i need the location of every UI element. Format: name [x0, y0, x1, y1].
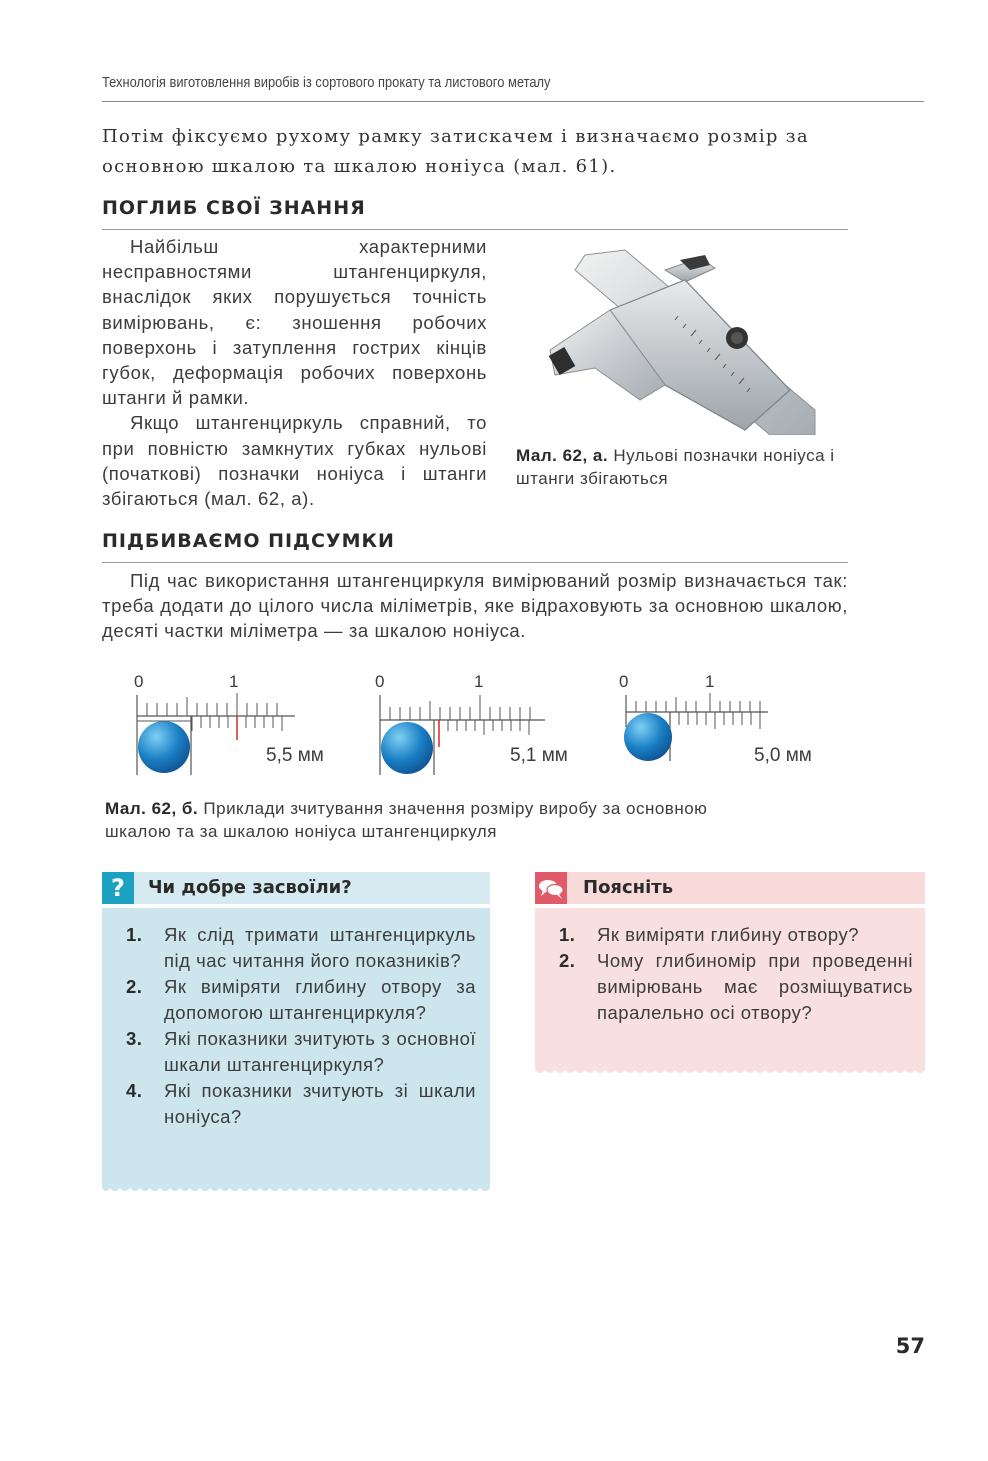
question-list — [126, 922, 476, 1130]
figure-caption-text: Нульові позначки ноніуса і штанги збігаються — [516, 446, 835, 488]
scale-label-zero: 0 — [134, 672, 144, 691]
paragraph: Якщо штангенциркуль справний, то при повністю замкнутих губках нульові (початкові) позначки ноніуса і штанги збігаються (мал. 62, а). — [102, 412, 487, 510]
scale-label-zero: 0 — [375, 672, 385, 691]
running-head: Технологія виготовлення виробів із сортового прокату та листового металу — [102, 74, 551, 91]
explain-box-header — [535, 872, 925, 904]
wavy-edge — [535, 1066, 925, 1076]
quiz-box — [102, 872, 490, 1172]
section-divider — [102, 562, 848, 563]
quiz-box-title: Чи добре засвоїли? — [148, 877, 352, 898]
vernier-scale-example-2 — [363, 665, 593, 785]
figure-caption-text: Приклади зчитування значення розміру виробу за основною шкалою та за шкалою ноніуса штангенциркуля — [105, 799, 708, 841]
scale-label-one: 1 — [474, 672, 484, 691]
list-item: 1. Як слід тримати штангенциркуль під час читання його показників? — [126, 924, 476, 971]
page-number: 57 — [895, 1334, 925, 1358]
list-item: 1. Як виміряти глибину отвору? — [559, 924, 860, 945]
question-list — [559, 922, 913, 1026]
list-item: 3. Які показники зчитують з основної шкали штангенциркуля? — [126, 1028, 476, 1075]
explain-box — [535, 872, 925, 1072]
scale-label-zero: 0 — [619, 672, 629, 691]
section-title-deepen: ПОГЛИБ СВОЇ ЗНАННЯ — [102, 197, 366, 219]
explain-box-body — [535, 908, 925, 1066]
wavy-edge — [102, 1184, 490, 1194]
caliper-photo — [515, 240, 835, 435]
scale-reading: 5,0 мм — [754, 745, 812, 766]
vernier-scale-example-3 — [606, 665, 836, 785]
paragraph: Найбільш характерними несправностями штангенциркуля, внаслідок яких порушується точність вимірювань, є: зношення робочих поверхонь і затуплення гострих кінців губок, деформація робочих поверхонь штанги й рамки. — [102, 236, 487, 409]
paragraph: Під час використання штангенциркуля вимірюваний розмір визначається так: треба додати до цілого числа міліметрів, яке відраховують за основною шкалою, десяті частки міліметра — за шкалою ноніуса. — [102, 570, 848, 642]
figure-caption-b — [105, 797, 725, 843]
list-item: 2. Як виміряти глибину отвору за допомогою штангенциркуля? — [126, 976, 476, 1023]
vernier-scale-example-1 — [120, 665, 350, 785]
quiz-box-header — [102, 872, 490, 904]
list-item: 4. Які показники зчитують зі шкали ноніуса? — [126, 1080, 476, 1127]
header-divider — [102, 101, 924, 102]
list-item: 2. Чому глибиномір при проведенні вимірювань має розміщуватись паралельно осі отвору? — [559, 950, 913, 1023]
figure-label: Мал. 62, б. — [105, 799, 199, 818]
quiz-box-body — [102, 908, 490, 1184]
explain-box-title: Поясніть — [583, 877, 674, 898]
section-title-summary: ПІДБИВАЄМО ПІДСУМКИ — [102, 530, 395, 552]
scale-reading: 5,5 мм — [266, 745, 324, 766]
speech-bubbles-icon — [535, 872, 567, 904]
question-icon: ? — [102, 872, 134, 904]
figure-label: Мал. 62, а. — [516, 446, 609, 465]
figure-caption-a — [516, 444, 836, 490]
intro-paragraph: Потім фіксуємо рухому рамку затискачем і визначаємо розмір за основною шкалою та шкалою ноніуса (мал. 61). — [102, 126, 809, 177]
scale-reading: 5,1 мм — [510, 745, 568, 766]
section2-text — [102, 568, 848, 644]
scale-label-one: 1 — [705, 672, 715, 691]
section-divider — [102, 229, 848, 230]
section1-text — [102, 234, 487, 511]
scale-label-one: 1 — [229, 672, 239, 691]
